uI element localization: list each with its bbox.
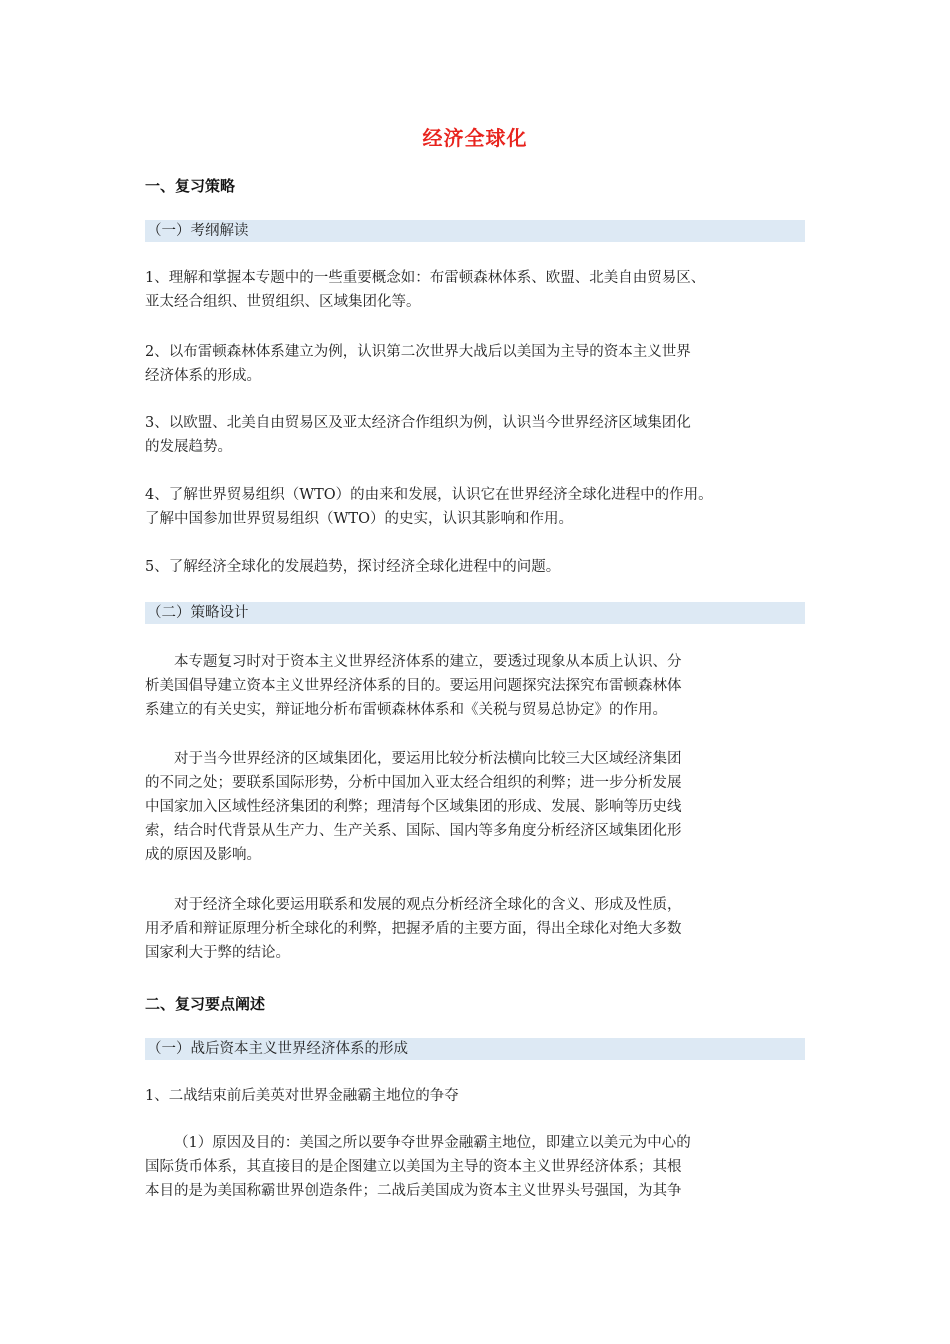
text-line: 中国家加入区域性经济集团的利弊；理清每个区域集团的形成、发展、影响等历史线 — [145, 799, 682, 815]
page-title: 经济全球化 — [422, 126, 528, 150]
text-line: 本目的是为美国称霸世界创造条件；二战后美国成为资本主义世界头号强国，为其争 — [145, 1183, 682, 1199]
text-line: 对于经济全球化要运用联系和发展的观点分析经济全球化的含义、形成及性质， — [174, 897, 682, 913]
text-line: 用矛盾和辩证原理分析全球化的利弊，把握矛盾的主要方面，得出全球化对绝大多数 — [145, 921, 682, 937]
paragraph — [145, 893, 810, 965]
text-line: 索，结合时代背景从生产力、生产关系、国际、国内等多角度分析经济区域集团化形 — [145, 823, 682, 839]
text-line: 的发展趋势。 — [145, 439, 232, 455]
text-line: 5、了解经济全球化的发展趋势，探讨经济全球化进程中的问题。 — [145, 559, 561, 575]
list-item — [145, 266, 810, 314]
text-line: 对于当今世界经济的区域集团化，要运用比较分析法横向比较三大区域经济集团 — [174, 751, 682, 767]
list-item — [145, 555, 810, 579]
paragraph — [145, 650, 810, 722]
text-line: 本专题复习时对于资本主义世界经济体系的建立，要透过现象从本质上认识、分 — [174, 654, 682, 670]
section-heading-key-points: 二、复习要点阐述 — [145, 995, 266, 1013]
text-line: 4、了解世界贸易组织（WTO）的由来和发展，认识它在世界经济全球化进程中的作用。 — [145, 487, 713, 503]
text-line: 的不同之处；要联系国际形势，分析中国加入亚太经合组织的利弊；进一步分析发展 — [145, 775, 682, 791]
list-item — [145, 1084, 810, 1108]
text-line: 3、以欧盟、北美自由贸易区及亚太经济合作组织为例，认识当今世界经济区域集团化 — [145, 415, 691, 431]
subsection-band-syllabus: （一）考纲解读 — [145, 220, 805, 242]
section-heading-review-strategy: 一、复习策略 — [145, 177, 236, 195]
text-line: 成的原因及影响。 — [145, 847, 261, 863]
list-item — [145, 483, 810, 531]
text-line: 经济体系的形成。 — [145, 368, 261, 384]
text-line: 亚太经合组织、世贸组织、区域集团化等。 — [145, 294, 421, 310]
text-line: 了解中国参加世界贸易组织（WTO）的史实，认识其影响和作用。 — [145, 511, 573, 527]
text-line: 1、理解和掌握本专题中的一些重要概念如：布雷顿森林体系、欧盟、北美自由贸易区、 — [145, 270, 706, 286]
text-line: 1、二战结束前后美英对世界金融霸主地位的争夺 — [145, 1088, 459, 1104]
list-item — [145, 411, 810, 459]
list-item — [145, 340, 810, 388]
text-line: 析美国倡导建立资本主义世界经济体系的目的。要运用问题探究法探究布雷顿森林体 — [145, 678, 682, 694]
paragraph — [145, 1131, 810, 1203]
subsection-band-postwar-system: （一）战后资本主义世界经济体系的形成 — [145, 1038, 805, 1060]
text-line: 国际货币体系，其直接目的是企图建立以美国为主导的资本主义世界经济体系；其根 — [145, 1159, 682, 1175]
text-line: 国家利大于弊的结论。 — [145, 945, 290, 961]
paragraph — [145, 747, 810, 867]
text-line: （1）原因及目的：美国之所以要争夺世界金融霸主地位，即建立以美元为中心的 — [174, 1135, 691, 1151]
text-line: 系建立的有关史实，辩证地分析布雷顿森林体系和《关税与贸易总协定》的作用。 — [145, 702, 667, 718]
text-line: 2、以布雷顿森林体系建立为例，认识第二次世界大战后以美国为主导的资本主义世界 — [145, 344, 691, 360]
subsection-band-strategy-design: （二）策略设计 — [145, 602, 805, 624]
